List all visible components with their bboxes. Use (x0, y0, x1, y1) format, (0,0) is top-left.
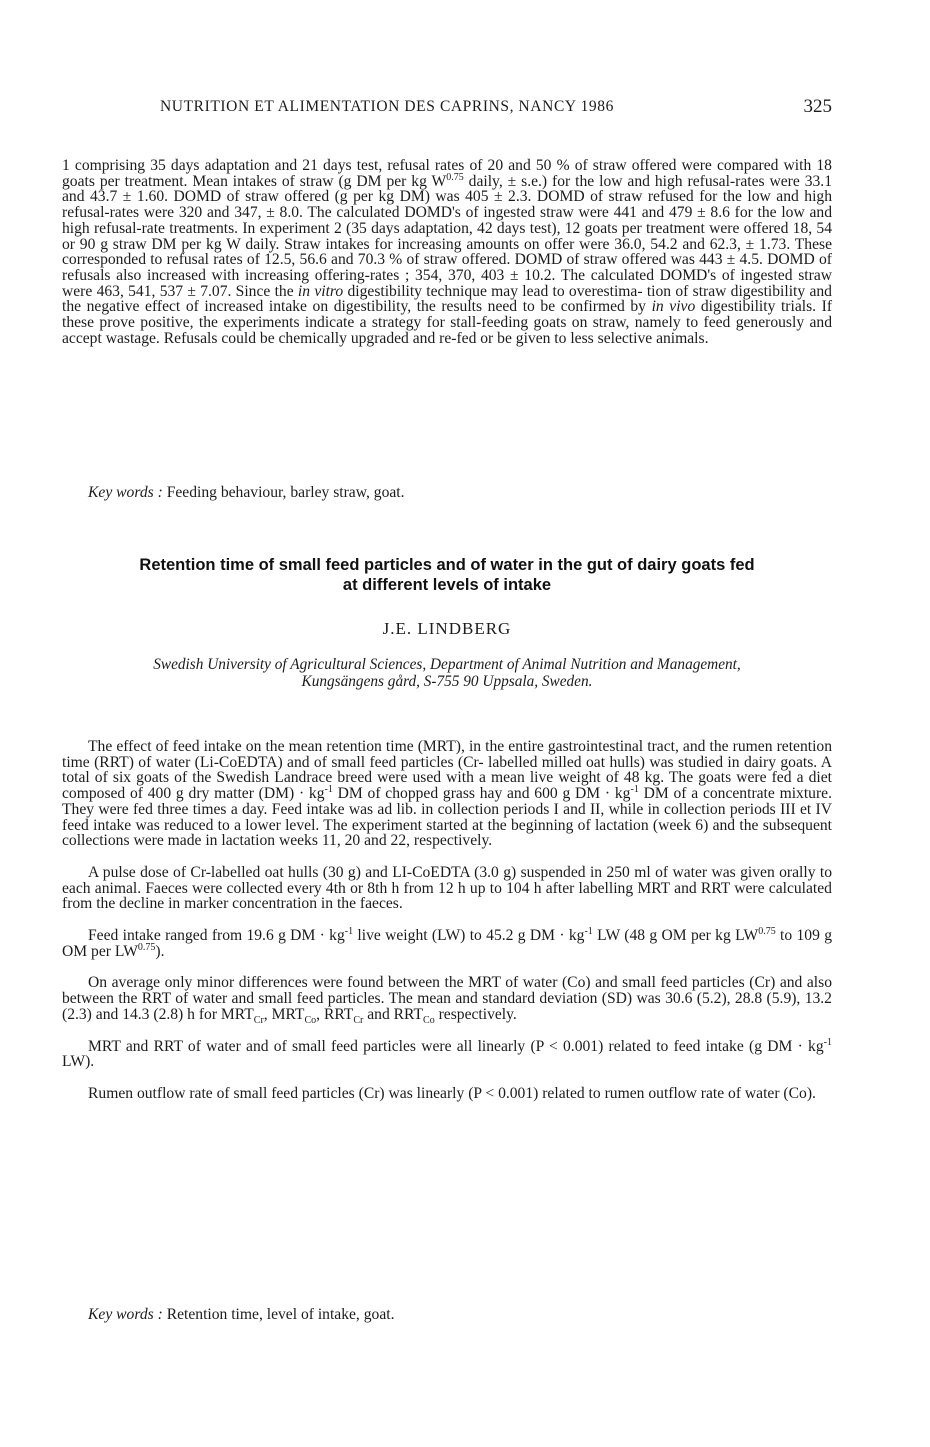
italic-term: in vivo (651, 298, 696, 316)
keywords-text: Feeding behaviour, barley straw, goat. (162, 484, 405, 501)
superscript: -1 (823, 1036, 832, 1048)
abstract-paragraph (62, 865, 832, 912)
text-line: water was given orally to each animal. Faeces were collected every 4th or 8th h from 12 h up to (62, 863, 833, 897)
superscript: 0.75 (758, 925, 776, 937)
text-line: tract, and the rumen retention time (RRT) of water (Li-CoEDTA) and of small feed particles (Cr- (62, 738, 832, 771)
text-line: On average only minor differences were found between the MRT of water (Co) and small (88, 974, 656, 992)
text-line: digestibility trials. If these prove positive, the experiments (62, 298, 833, 332)
text-line: mixture. They were fed three times a day. Feed intake was ad lib. in collection periods I and II, (62, 785, 832, 818)
text-line: ). (155, 942, 165, 960)
subscript: Cr (353, 1014, 364, 1026)
article-keywords (88, 1307, 858, 1323)
text-line: the faeces. (336, 895, 403, 913)
abstract-body (62, 739, 832, 1118)
superscript: -1 (630, 783, 639, 795)
text-line: increased with increasing offering-rates ; 354, 370, 403 ± 10.2. The calculated DOMD's of ingested (147, 266, 793, 284)
article-title (62, 555, 832, 595)
subscript: Co (423, 1014, 435, 1026)
text-line: and RRT (363, 1005, 424, 1023)
text-line: amounts on offer were 36.0, 54.2 and 62.3, ± 1.73. These corresponded to refusal rates of 12.5, (62, 235, 832, 269)
text-line: feed intake (g DM · kg (673, 1037, 824, 1055)
text-line: were compared with 18 goats per treatment. Mean intakes of straw (g DM per kg W (62, 157, 832, 190)
text-line: Refusals could be chemically upgraded and re-fed or be given to less selective animals. (163, 329, 709, 347)
text-line: 1 comprising 35 days adaptation and 21 days test, refusal rates of 20 and 50 % of straw offered (62, 157, 677, 174)
text-line: dry matter (DM) · kg (188, 785, 325, 803)
article-affiliation (62, 657, 832, 690)
article-title-line: at different levels of intake (342, 576, 552, 594)
text-line: daily, ± (463, 172, 517, 190)
text-line: started at the beginning of lactation (week 6) and the subsequent collections were made in (62, 816, 833, 850)
text-line: to 109 g OM per LW (62, 927, 832, 960)
abstract-paragraph (62, 974, 833, 1026)
keywords-label: Key words : (88, 484, 163, 501)
text-line: The effect of feed intake on the mean retention time (MRT), in the entire gastrointestinal (88, 738, 644, 755)
previous-article-text (62, 158, 832, 346)
text-line: labelled milled oat hulls) was studied in dairy goats. A total of six goats of the Swedish Landrace (62, 753, 832, 787)
text-line: LW (48 g (592, 927, 658, 945)
text-line: need to be confirmed by (487, 298, 652, 316)
superscript: -1 (584, 925, 593, 937)
text-line: DM of a concentrate (638, 785, 775, 803)
text-line: MRT and RRT of water and of small feed particles were all linearly (P < 0.001) related to (88, 1037, 669, 1055)
text-line: 104 h after labelling MRT and RRT were calculated from the decline in marker concentration in (62, 879, 832, 913)
previous-article-keywords (88, 485, 858, 501)
abstract-paragraph (62, 1036, 832, 1071)
previous-article-paragraph (62, 158, 832, 346)
text-line: feed particles (Cr) and also between the RRT of water and small feed particles. The mean and (62, 974, 833, 1008)
abstract-paragraph (62, 1086, 832, 1102)
text-line: outflow rate of water (Co). (648, 1084, 816, 1102)
running-head (62, 98, 832, 122)
keywords-text: Retention time, level of intake, goat. (162, 1306, 395, 1323)
text-line: OM per kg LW (661, 927, 759, 945)
text-line: Feed intake ranged from 19.6 g DM · kg (88, 927, 345, 945)
abstract-paragraph (62, 739, 832, 849)
text-line: indicate a strategy for stall-feeding goats on straw, namely to feed generously and accept wastage. (62, 314, 832, 347)
article-title-line: Retention time of small feed particles and of water in the gut of dairy goats fed (139, 556, 755, 574)
text-line: treatment were offered 18, 54 or 90 g straw DM per kg W daily. Straw intakes for increasing (62, 219, 833, 253)
page-number: 325 (803, 96, 832, 117)
text-line: lactation weeks 11, 20 and 22, respectively. (221, 832, 493, 850)
superscript: -1 (344, 925, 354, 937)
italic-term: in vitro (297, 282, 344, 300)
affiliation-line: Kungsängens gård, S-755 90 Uppsala, Sweden. (301, 672, 593, 690)
text-line: 347, ± 8.0. The calculated DOMD's of ingested straw were 441 and 479 ± 8.6 for the low and (234, 204, 832, 222)
text-line: LW). (62, 1053, 95, 1071)
text-line: DM of chopped grass hay and 600 g DM · kg (332, 785, 631, 803)
abstract-paragraph (62, 925, 832, 960)
superscript: 0.75 (446, 171, 464, 183)
text-line: live weight (LW) to 45.2 g DM · kg (353, 927, 585, 945)
running-head-title: NUTRITION ET ALIMENTATION DES CAPRINS, NANCY 1986 (160, 98, 614, 115)
text-line: respectively. (434, 1005, 517, 1023)
subscript: Cr (253, 1014, 264, 1026)
text-line: A pulse dose of Cr-labelled oat hulls (30 g) and LI-CoEDTA (3.0 g) suspended in 250 ml of (88, 863, 669, 881)
superscript: 0.75 (137, 941, 156, 953)
text-line: kg DM) was 405 ± 2.3. DOMD of straw refused for the low and high refusal-rates were 320 and (62, 188, 833, 222)
text-line: digestibility technique may lead to overestima- (343, 282, 643, 300)
text-line: tion of straw digestibility and the negative effect of increased intake on digestibility, the results (62, 282, 832, 316)
text-line: , MRT (263, 1005, 305, 1023)
text-line: breed were used with a mean live weight of 48 kg. The goats were fed a diet composed of 400 g (62, 769, 832, 803)
text-line: s.e.) for the low and high refusal-rates were 33.1 and 43.7 ± 1.60. DOMD of straw offered (g per (62, 172, 832, 206)
text-line: 56.6 and 70.3 % of straw offered. DOMD of straw offered was 443 ± 4.5. DOMD of refusals also (62, 251, 832, 284)
text-line: high refusal-rate treatments. In experiment 2 (35 days adaptation, 42 days test), 12 goats per (62, 219, 642, 237)
text-line: RRT (323, 1005, 354, 1023)
keywords-label: Key words : (88, 1306, 163, 1323)
text-line: while in collection periods III et IV feed intake was reduced to a lower level. The experiment (62, 800, 833, 834)
text-line: straw were 463, 541, 537 ± 7.07. Since the (62, 266, 832, 300)
affiliation-line: Swedish University of Agricultural Sciences, Department of Animal Nutrition and Management, (153, 656, 741, 673)
text-line: standard deviation (SD) was 30.6 (5.2), 28.8 (5.9), 13.2 (2.3) and 14.3 (2.8) h for MRT (62, 990, 832, 1023)
article-author: J.E. LINDBERG (382, 619, 512, 638)
superscript: -1 (324, 783, 333, 795)
text-line: , (316, 1005, 321, 1023)
subscript: Co (304, 1014, 317, 1026)
text-line: Rumen outflow rate of small feed particles (Cr) was linearly (P < 0.001) related to rumen (88, 1084, 645, 1102)
